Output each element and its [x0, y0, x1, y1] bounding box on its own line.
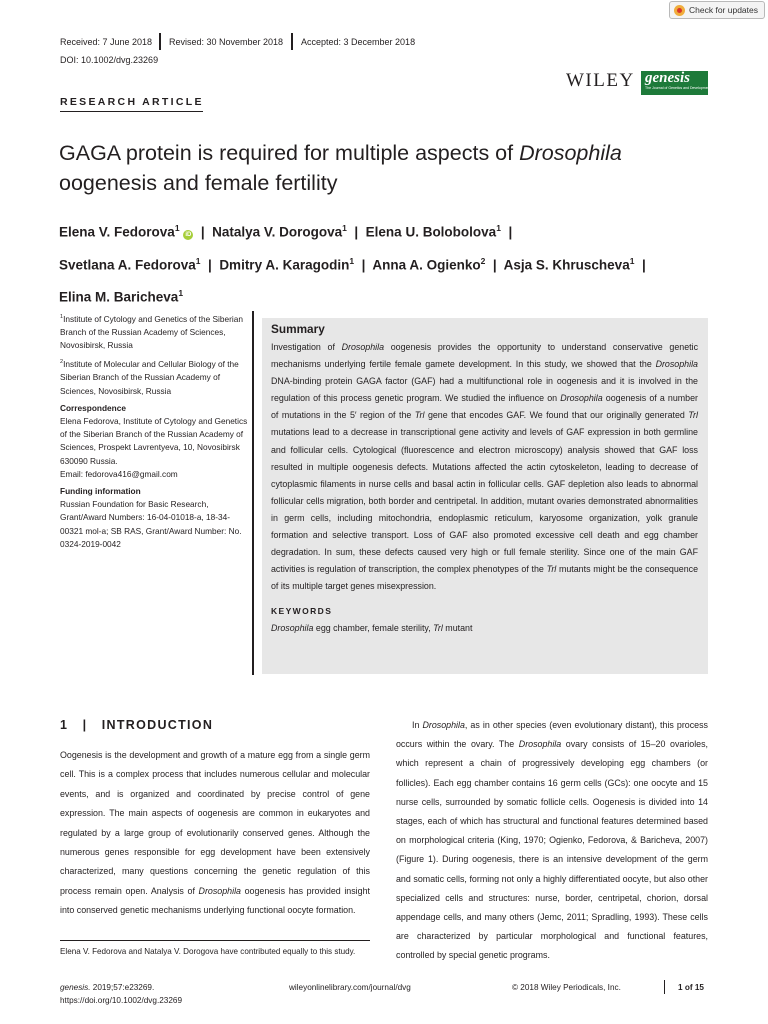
affiliation-mark: 1 — [349, 255, 355, 266]
received-date: Received: 7 June 2018 — [60, 37, 153, 47]
summary-italic: Trl — [546, 564, 557, 575]
summary-part: mutations lead to a decrease in transcriptional gene activity and levels of GAF expression in both germline and follicular cells. Cytological (fluorescence and electron microscopy) analysis showed that GAF loss resulted in multiple oogenesis defects. Mutations affected the actin cytoskeleton, leading to decrease of cytoplasmic filaments in nurse cells and basal actin in follicular cells. GAF depletion also leads to abnormal follicular cells migration, both border and centripetal. In addition, mutant ovaries demonstrated abnormalities in germ cells, including mitochondria, endoplasmic reticulum, karyosome organization, yolk granule formation and selective transport. Loss of GAF also promoted excessive cell death and egg chamber degradation. In sum, these defects caused very high or full female sterility. Since one of the main GAF activities is regulation of transcription, the complex phenotypes of the — [271, 427, 698, 575]
keywords-text — [271, 623, 698, 633]
revised-date: Revised: 30 November 2018 — [169, 37, 284, 47]
section-separator: | — [82, 718, 88, 732]
summary-part: mutants might be the consequence of its multiple target genes misexpression. — [271, 564, 698, 592]
summary-italic: Drosophila — [560, 393, 603, 404]
check-for-updates-label: Check for updates — [689, 5, 758, 15]
body-italic: Drosophila — [198, 885, 241, 896]
keyword-part: egg chamber, female sterility, — [313, 623, 434, 634]
correspondence-heading: Correspondence — [60, 402, 126, 413]
affiliation-mark: 1 — [195, 255, 201, 266]
affiliation-text: Institute of Molecular and Cellular Biology of the Siberian Branch of the Russian Academy of Sciences, Novosibirsk, Russia — [60, 359, 239, 396]
summary-italic: Trl — [688, 410, 698, 421]
summary-part: oogenesis provides the opportunity to understand conservative genetic mechanisms underlying fertile female gamete development. In this study, we showed that the — [271, 342, 699, 370]
summary-italic: Drosophila — [655, 359, 698, 370]
body-text: ovary consists of 15–20 ovarioles, which represent a chain of progressively developing egg chambers (or follicles). Each egg chamber contains 16 germ cells (GCs): one oocyte and 15 nurse cells, surrounded by somatic follicle cells. Oogenesis is divided into 14 stages, each of which has structural and functional features determined based on morphological criteria (King, 1970; Ogienko, Fedorova, & Baricheva, 2007) (Figure 1). During oogenesis, there is an intensive development of the germ and somatic cells, forming not only a highly differentiated oocyte, but also other specialized cells and structures: nurse, border, centripetal, chorion, dorsal appendage cells, and many others (Jemc, 2011; Spradling, 1993). These cells are characterized by particular morphological and functional features, controlled by special genetic programs. — [396, 739, 709, 961]
correspondence — [60, 402, 248, 481]
author-name[interactable]: Natalya V. Dorogova — [212, 224, 343, 240]
article-info-sidebar — [60, 311, 248, 555]
affiliation-mark: 1 — [629, 255, 635, 266]
author-name[interactable]: Anna A. Ogienko — [372, 257, 481, 272]
check-for-updates-button[interactable] — [669, 1, 765, 19]
keywords-heading: KEYWORDS — [271, 606, 333, 617]
summary-part: DNA-binding protein GAGA factor (GAF) had a multifunctional role in oogenesis and it is involved in the regulation of this process genetic program. We studied the influence on — [271, 376, 698, 404]
page-number: 1 of 15 — [678, 983, 704, 992]
summary-italic: Drosophila — [341, 342, 385, 352]
author-name[interactable]: Asja S. Khruscheva — [503, 257, 630, 272]
author-line: Svetlana A. Fedorova$^1$ | Dmitry A. Karagodin$^1$ | Anna A. Ogienko$^2$ | Asja S. Khruscheva$^1$ | — [59, 255, 646, 272]
summary-box — [262, 318, 708, 674]
intro-paragraph-right — [396, 716, 708, 966]
affiliation-mark: 1 — [496, 223, 501, 233]
title-italic: Drosophila — [519, 141, 622, 165]
author-name[interactable]: Elena U. Bolobolova — [365, 224, 497, 240]
body-text: Oogenesis is the development and growth of a mature egg from a single germ cell. This is a complex process that includes numerous cellular and molecular events, and is organized and coordinated by precise control of gene expression. The main aspects of oogenesis are common in eukaryotes and regulated by a large group of evolutionarily conserved genes. Although the numerous genes responsible for egg development have been extensively characterized, many questions concerning the genetic regulation of this process remain open. Analysis of — [60, 750, 370, 896]
body-text: oogenesis has provided insight into conserved genetic mechanisms underlying functional oocyte formation. — [60, 885, 370, 916]
keyword-italic: Trl — [433, 623, 443, 634]
crossmark-icon — [674, 5, 685, 16]
genesis-logo-text: genesis — [645, 70, 690, 86]
intro-paragraph-left — [60, 746, 370, 921]
genesis-logo-tagline: The Journal of Genetics and Development — [645, 86, 711, 90]
article-type: RESEARCH ARTICLE — [60, 96, 204, 108]
funding — [60, 485, 248, 551]
affiliation-mark: 2 — [480, 255, 486, 266]
footer-doi-link[interactable]: https://doi.org/10.1002/dvg.23269 — [60, 996, 182, 1005]
wiley-logo: WILEY — [566, 70, 635, 91]
orcid-icon[interactable]: iD — [185, 231, 192, 238]
sidebar-rule — [252, 311, 254, 675]
affiliation-mark: 1 — [178, 288, 184, 298]
affiliation-1 — [60, 311, 248, 352]
section-title: INTRODUCTION — [101, 718, 214, 732]
footer-journal-link[interactable]: wileyonlinelibrary.com/journal/dvg — [289, 983, 411, 992]
affiliation-mark: 2 — [60, 359, 64, 366]
header-divider — [291, 33, 293, 50]
affiliation-2 — [60, 356, 248, 397]
correspondence-text: Elena Fedorova, Institute of Cytology and Genetics of the Siberian Branch of the Russian Academy of Sciences, Prospekt Lavrentyeva, 10, Novosibirsk 630090 Russia. — [60, 415, 248, 466]
affiliation-mark: 1 — [174, 223, 180, 233]
body-italic: Drosophila — [422, 720, 465, 730]
keyword-part: mutant — [442, 623, 473, 634]
footer-copyright: © 2018 Wiley Periodicals, Inc. — [512, 983, 621, 992]
author-name[interactable]: Svetlana A. Fedorova — [59, 257, 196, 272]
footer-journal-name: genesis. — [60, 983, 91, 992]
footer-volume: 2019;57:e23269. — [90, 983, 155, 992]
affiliation-mark: 1 — [60, 314, 64, 320]
summary-text — [271, 339, 698, 595]
doi: DOI: 10.1002/dvg.23269 — [60, 55, 159, 65]
summary-part: Investigation of — [271, 342, 342, 352]
contribution-footnote: Elena V. Fedorova and Natalya V. Dorogova have contributed equally to this study. — [60, 947, 356, 956]
funding-text: Russian Foundation for Basic Research, Grant/Award Numbers: 16-04-01018-a, 18-34-00321 mol-a; SB RAS, Grant/Award Number: No. 0324-2019-0042 — [60, 499, 242, 549]
title-part: oogenesis and female fertility — [59, 171, 338, 195]
summary-italic: Trl — [414, 410, 425, 421]
funding-heading: Funding information — [60, 485, 141, 496]
author-list — [59, 214, 739, 312]
section-number: 1 — [60, 718, 69, 732]
affiliation-mark: 1 — [342, 223, 347, 233]
section-heading — [60, 718, 213, 732]
header-divider — [159, 33, 161, 50]
affiliation-text: Institute of Cytology and Genetics of the Siberian Branch of the Russian Academy of Sciences, Novosibirsk, Russia — [60, 313, 243, 351]
article-title — [59, 138, 719, 198]
author-line — [59, 279, 739, 312]
keyword-italic: Drosophila — [271, 623, 314, 634]
article-type-rule — [60, 111, 203, 112]
correspondence-email[interactable]: Email: fedorova416@gmail.com — [60, 468, 178, 479]
footer-divider — [664, 980, 665, 994]
title-part: GAGA protein is required for multiple aspects of — [59, 141, 520, 165]
genesis-logo — [641, 70, 711, 95]
accepted-date: Accepted: 3 December 2018 — [301, 37, 416, 47]
summary-part: gene that encodes GAF. We found that our originally generated — [424, 410, 689, 421]
body-italic: Drosophila — [518, 739, 562, 750]
author-name[interactable]: Elina M. Baricheva — [59, 289, 179, 305]
footnote-rule — [60, 940, 370, 941]
author-line: Elena V. Fedorova$^1$ iD | Natalya V. Dorogova$^1$ | Elena U. Bolobolova$^1$ | — [59, 223, 513, 240]
summary-part: oogenesis of a number of mutations in the 5′ region of the — [271, 393, 698, 421]
author-name[interactable]: Dmitry A. Karagodin — [219, 257, 350, 272]
summary-heading: Summary — [271, 322, 325, 336]
body-text: In — [412, 720, 423, 730]
footer-citation — [60, 983, 154, 992]
author-name[interactable]: Elena V. Fedorova — [59, 224, 175, 240]
body-text: , as in other species (even evolutionary distant), this process occurs within the ovary. The — [396, 720, 708, 750]
